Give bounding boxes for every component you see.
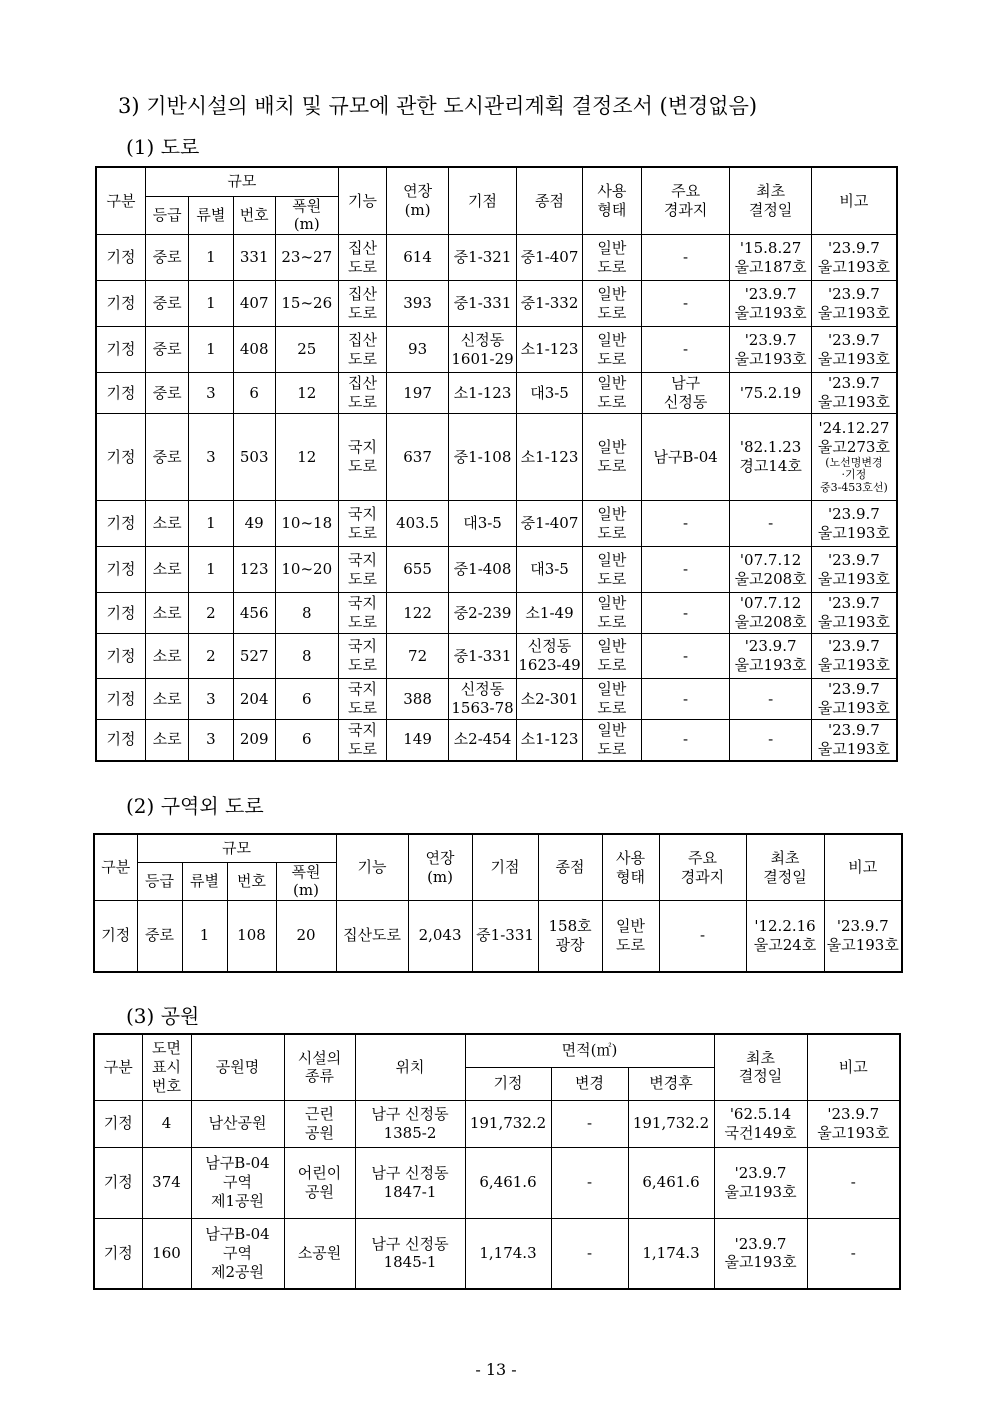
cell-number: 49 — [233, 501, 275, 547]
cell-function: 국지 도로 — [338, 634, 386, 679]
cell-width: 10~18 — [275, 501, 338, 547]
table-row — [96, 281, 897, 327]
cell-length: 655 — [387, 547, 449, 593]
cell-function: 국지 도로 — [338, 720, 386, 761]
cell-note: - — [807, 1218, 900, 1289]
header-facility: 시설의 종류 — [284, 1034, 355, 1100]
table-row — [94, 901, 902, 972]
header-gubun: 구분 — [94, 834, 137, 901]
table-row — [96, 593, 897, 634]
cell-gubun: 기정 — [96, 373, 145, 414]
cell-length: 149 — [387, 720, 449, 761]
cell-number: 204 — [233, 679, 275, 720]
cell-map-no: 160 — [142, 1218, 191, 1289]
cell-number: 6 — [233, 373, 275, 414]
cell-length: 393 — [387, 281, 449, 327]
cell-length: 122 — [387, 593, 449, 634]
cell-gubun: 기정 — [96, 327, 145, 373]
cell-width: 8 — [275, 593, 338, 634]
cell-grade: 중로 — [137, 901, 182, 972]
header-length: 연장 (m) — [387, 167, 449, 235]
cell-note: '23.9.7 울고193호 — [811, 501, 897, 547]
cell-start: 중1-108 — [449, 414, 517, 501]
table-row — [96, 327, 897, 373]
header-via: 주요 경과지 — [641, 167, 730, 235]
cell-function: 집산도로 — [336, 901, 408, 972]
cell-function: 국지 도로 — [338, 414, 386, 501]
header-first-decision: 최초 결정일 — [714, 1034, 807, 1100]
header-grade: 등급 — [145, 196, 188, 235]
header-after: 변경후 — [628, 1067, 714, 1100]
cell-number: 408 — [233, 327, 275, 373]
header-area: 면적(㎡) — [465, 1034, 714, 1067]
cell-width: 15~26 — [275, 281, 338, 327]
cell-usage: 일반 도로 — [583, 679, 642, 720]
cell-note: '23.9.7 울고193호 — [811, 547, 897, 593]
header-existing: 기정 — [465, 1067, 551, 1100]
cell-note: '23.9.7 울고193호 — [811, 679, 897, 720]
cell-first-decision: '82.1.23 경고14호 — [730, 414, 811, 501]
cell-type: 2 — [189, 634, 233, 679]
header-scale: 규모 — [145, 167, 338, 196]
cell-first-decision: '07.7.12 울고208호 — [730, 593, 811, 634]
header-usage: 사용 형태 — [583, 167, 642, 235]
cell-note: '23.9.7 울고193호 — [807, 1100, 900, 1147]
cell-type: 1 — [189, 235, 233, 281]
cell-existing: 1,174.3 — [465, 1218, 551, 1289]
cell-after: 191,732.2 — [628, 1100, 714, 1147]
cell-number: 456 — [233, 593, 275, 634]
header-end: 종점 — [517, 167, 583, 235]
cell-gubun: 기정 — [96, 235, 145, 281]
cell-usage: 일반 도로 — [583, 235, 642, 281]
cell-length: 93 — [387, 327, 449, 373]
table-row — [96, 634, 897, 679]
cell-park-name: 남산공원 — [191, 1100, 284, 1147]
cell-note: '23.9.7 울고193호 — [824, 901, 902, 972]
cell-end: 소1-123 — [517, 414, 583, 501]
header-note: 비고 — [811, 167, 897, 235]
header-type: 류별 — [182, 862, 227, 901]
cell-start: 신정동 1563-78 — [449, 679, 517, 720]
outer-road-table — [93, 833, 903, 973]
cell-usage: 일반 도로 — [583, 720, 642, 761]
header-change: 변경 — [551, 1067, 628, 1100]
cell-via: 남구B-04 — [641, 414, 730, 501]
header-via: 주요 경과지 — [659, 834, 746, 901]
cell-type: 3 — [189, 414, 233, 501]
cell-length: 388 — [387, 679, 449, 720]
cell-width: 20 — [276, 901, 336, 972]
cell-width: 6 — [275, 720, 338, 761]
cell-grade: 중로 — [145, 373, 188, 414]
cell-via: - — [641, 235, 730, 281]
header-usage: 사용 형태 — [602, 834, 659, 901]
cell-grade: 중로 — [145, 281, 188, 327]
cell-usage: 일반 도로 — [583, 547, 642, 593]
header-function: 기능 — [336, 834, 408, 901]
cell-end: 소1-123 — [517, 720, 583, 761]
cell-gubun: 기정 — [96, 720, 145, 761]
cell-usage: 일반 도로 — [583, 501, 642, 547]
header-note: 비고 — [824, 834, 902, 901]
cell-start: 중1-408 — [449, 547, 517, 593]
cell-start: 대3-5 — [449, 501, 517, 547]
cell-grade: 소로 — [145, 634, 188, 679]
header-number: 번호 — [227, 862, 276, 901]
cell-function: 국지 도로 — [338, 593, 386, 634]
cell-grade: 소로 — [145, 547, 188, 593]
cell-function: 집산 도로 — [338, 281, 386, 327]
cell-gubun: 기정 — [96, 501, 145, 547]
cell-usage: 일반 도로 — [583, 373, 642, 414]
header-first-decision: 최초 결정일 — [746, 834, 824, 901]
cell-gubun: 기정 — [96, 281, 145, 327]
table-row — [94, 1100, 900, 1147]
cell-function: 집산 도로 — [338, 373, 386, 414]
cell-usage: 일반 도로 — [602, 901, 659, 972]
header-width: 폭원 (m) — [276, 862, 336, 901]
cell-change: - — [551, 1147, 628, 1218]
cell-end: 158호 광장 — [538, 901, 602, 972]
table-row — [96, 679, 897, 720]
cell-function: 집산 도로 — [338, 327, 386, 373]
cell-width: 12 — [275, 414, 338, 501]
cell-usage: 일반 도로 — [583, 327, 642, 373]
cell-function: 국지 도로 — [338, 547, 386, 593]
cell-first-decision: - — [730, 679, 811, 720]
cell-function: 국지 도로 — [338, 501, 386, 547]
cell-gubun: 기정 — [96, 414, 145, 501]
cell-gubun: 기정 — [94, 1218, 142, 1289]
cell-via: - — [641, 501, 730, 547]
cell-first-decision: '23.9.7 울고193호 — [730, 281, 811, 327]
cell-facility: 어린이 공원 — [284, 1147, 355, 1218]
cell-type: 3 — [189, 679, 233, 720]
cell-park-name: 남구B-04 구역 제2공원 — [191, 1218, 284, 1289]
cell-map-no: 4 — [142, 1100, 191, 1147]
cell-type: 2 — [189, 593, 233, 634]
cell-end: 소1-123 — [517, 327, 583, 373]
cell-via: - — [641, 720, 730, 761]
cell-location: 남구 신정동 1845-1 — [355, 1218, 465, 1289]
cell-note: '23.9.7 울고193호 — [811, 235, 897, 281]
cell-type: 3 — [189, 720, 233, 761]
cell-type: 3 — [189, 373, 233, 414]
cell-end: 신정동 1623-49 — [517, 634, 583, 679]
cell-location: 남구 신정동 1385-2 — [355, 1100, 465, 1147]
cell-park-name: 남구B-04 구역 제1공원 — [191, 1147, 284, 1218]
table-row — [96, 547, 897, 593]
cell-start: 중1-321 — [449, 235, 517, 281]
header-gubun: 구분 — [96, 167, 145, 235]
table-row — [96, 720, 897, 761]
cell-number: 331 — [233, 235, 275, 281]
cell-type: 1 — [189, 281, 233, 327]
section-title: 3) 기반시설의 배치 및 규모에 관한 도시관리계획 결정조서 (변경없음) — [118, 94, 758, 118]
cell-note: '23.9.7 울고193호 — [811, 634, 897, 679]
header-type: 류별 — [189, 196, 233, 235]
cell-after: 1,174.3 — [628, 1218, 714, 1289]
cell-width: 6 — [275, 679, 338, 720]
cell-grade: 중로 — [145, 235, 188, 281]
cell-note: '23.9.7 울고193호 — [811, 373, 897, 414]
cell-grade: 소로 — [145, 679, 188, 720]
outer-road-subtitle: (2) 구역외 도로 — [126, 794, 264, 818]
cell-length: 637 — [387, 414, 449, 501]
header-end: 종점 — [538, 834, 602, 901]
cell-location: 남구 신정동 1847-1 — [355, 1147, 465, 1218]
cell-number: 407 — [233, 281, 275, 327]
road-subtitle: (1) 도로 — [126, 135, 200, 159]
cell-first-decision: '23.9.7 울고193호 — [714, 1218, 807, 1289]
page-number: - 13 - — [475, 1360, 517, 1379]
cell-width: 8 — [275, 634, 338, 679]
cell-first-decision: - — [730, 501, 811, 547]
cell-number: 527 — [233, 634, 275, 679]
header-location: 위치 — [355, 1034, 465, 1100]
cell-usage: 일반 도로 — [583, 414, 642, 501]
cell-length: 403.5 — [387, 501, 449, 547]
cell-first-decision: '62.5.14 국건149호 — [714, 1100, 807, 1147]
header-park-name: 공원명 — [191, 1034, 284, 1100]
cell-note: '23.9.7 울고193호 — [811, 327, 897, 373]
header-start: 기점 — [472, 834, 538, 901]
cell-via: - — [641, 634, 730, 679]
cell-number: 209 — [233, 720, 275, 761]
cell-width: 23~27 — [275, 235, 338, 281]
cell-existing: 6,461.6 — [465, 1147, 551, 1218]
header-gubun: 구분 — [94, 1034, 142, 1100]
cell-width: 10~20 — [275, 547, 338, 593]
cell-gubun: 기정 — [96, 547, 145, 593]
cell-via: - — [641, 547, 730, 593]
road-table — [95, 166, 898, 762]
cell-after: 6,461.6 — [628, 1147, 714, 1218]
cell-end: 대3-5 — [517, 547, 583, 593]
cell-end: 대3-5 — [517, 373, 583, 414]
header-start: 기점 — [449, 167, 517, 235]
cell-via: - — [641, 679, 730, 720]
cell-first-decision: '23.9.7 울고193호 — [730, 327, 811, 373]
cell-note: '23.9.7 울고193호 — [811, 281, 897, 327]
header-scale: 규모 — [137, 834, 336, 862]
cell-grade: 중로 — [145, 327, 188, 373]
cell-first-decision: '12.2.16 울고24호 — [746, 901, 824, 972]
cell-start: 소2-454 — [449, 720, 517, 761]
cell-type: 1 — [189, 327, 233, 373]
cell-start: 소1-123 — [449, 373, 517, 414]
cell-gubun: 기정 — [94, 1147, 142, 1218]
cell-end: 중1-332 — [517, 281, 583, 327]
cell-end: 중1-407 — [517, 501, 583, 547]
cell-note: '24.12.27 울고273호 (노선명변경 ·기정 중3-453호선) — [811, 414, 897, 501]
header-length: 연장 (m) — [408, 834, 472, 901]
table-row — [94, 1147, 900, 1218]
cell-via: - — [641, 327, 730, 373]
cell-start: 중1-331 — [472, 901, 538, 972]
cell-type: 1 — [189, 501, 233, 547]
cell-end: 소2-301 — [517, 679, 583, 720]
cell-grade: 중로 — [145, 414, 188, 501]
cell-usage: 일반 도로 — [583, 593, 642, 634]
table-row — [96, 235, 897, 281]
cell-start: 중1-331 — [449, 281, 517, 327]
header-map-no: 도면 표시 번호 — [142, 1034, 191, 1100]
cell-number: 503 — [233, 414, 275, 501]
cell-map-no: 374 — [142, 1147, 191, 1218]
cell-end: 소1-49 — [517, 593, 583, 634]
cell-via: - — [641, 593, 730, 634]
cell-note: '23.9.7 울고193호 — [811, 720, 897, 761]
cell-existing: 191,732.2 — [465, 1100, 551, 1147]
cell-gubun: 기정 — [96, 679, 145, 720]
cell-note: - — [807, 1147, 900, 1218]
cell-number: 108 — [227, 901, 276, 972]
park-subtitle: (3) 공원 — [126, 1004, 200, 1028]
cell-gubun: 기정 — [94, 901, 137, 972]
cell-grade: 소로 — [145, 720, 188, 761]
cell-width: 12 — [275, 373, 338, 414]
cell-note: '23.9.7 울고193호 — [811, 593, 897, 634]
table-row — [94, 1218, 900, 1289]
header-grade: 등급 — [137, 862, 182, 901]
cell-via: - — [659, 901, 746, 972]
header-function: 기능 — [338, 167, 386, 235]
cell-gubun: 기정 — [94, 1100, 142, 1147]
header-note: 비고 — [807, 1034, 900, 1100]
table-row — [96, 501, 897, 547]
header-first-decision: 최초 결정일 — [730, 167, 811, 235]
cell-function: 국지 도로 — [338, 679, 386, 720]
cell-grade: 소로 — [145, 593, 188, 634]
cell-gubun: 기정 — [96, 593, 145, 634]
header-number: 번호 — [233, 196, 275, 235]
cell-change: - — [551, 1100, 628, 1147]
cell-function: 집산 도로 — [338, 235, 386, 281]
cell-width: 25 — [275, 327, 338, 373]
cell-first-decision: '23.9.7 울고193호 — [730, 634, 811, 679]
cell-usage: 일반 도로 — [583, 281, 642, 327]
cell-number: 123 — [233, 547, 275, 593]
cell-start: 중2-239 — [449, 593, 517, 634]
cell-gubun: 기정 — [96, 634, 145, 679]
cell-length: 197 — [387, 373, 449, 414]
cell-start: 중1-331 — [449, 634, 517, 679]
cell-first-decision: '07.7.12 울고208호 — [730, 547, 811, 593]
cell-grade: 소로 — [145, 501, 188, 547]
table-row — [96, 414, 897, 501]
cell-first-decision: '75.2.19 — [730, 373, 811, 414]
cell-change: - — [551, 1218, 628, 1289]
header-width: 폭원 (m) — [275, 196, 338, 235]
cell-end: 중1-407 — [517, 235, 583, 281]
cell-via: - — [641, 281, 730, 327]
cell-length: 614 — [387, 235, 449, 281]
cell-first-decision: '15.8.27 울고187호 — [730, 235, 811, 281]
cell-type: 1 — [189, 547, 233, 593]
table-row — [96, 373, 897, 414]
park-table — [93, 1033, 901, 1290]
cell-first-decision: '23.9.7 울고193호 — [714, 1147, 807, 1218]
cell-via: 남구 신정동 — [641, 373, 730, 414]
cell-length: 2,043 — [408, 901, 472, 972]
cell-type: 1 — [182, 901, 227, 972]
cell-facility: 근린 공원 — [284, 1100, 355, 1147]
cell-facility: 소공원 — [284, 1218, 355, 1289]
cell-length: 72 — [387, 634, 449, 679]
cell-start: 신정동 1601-29 — [449, 327, 517, 373]
cell-first-decision: - — [730, 720, 811, 761]
cell-usage: 일반 도로 — [583, 634, 642, 679]
